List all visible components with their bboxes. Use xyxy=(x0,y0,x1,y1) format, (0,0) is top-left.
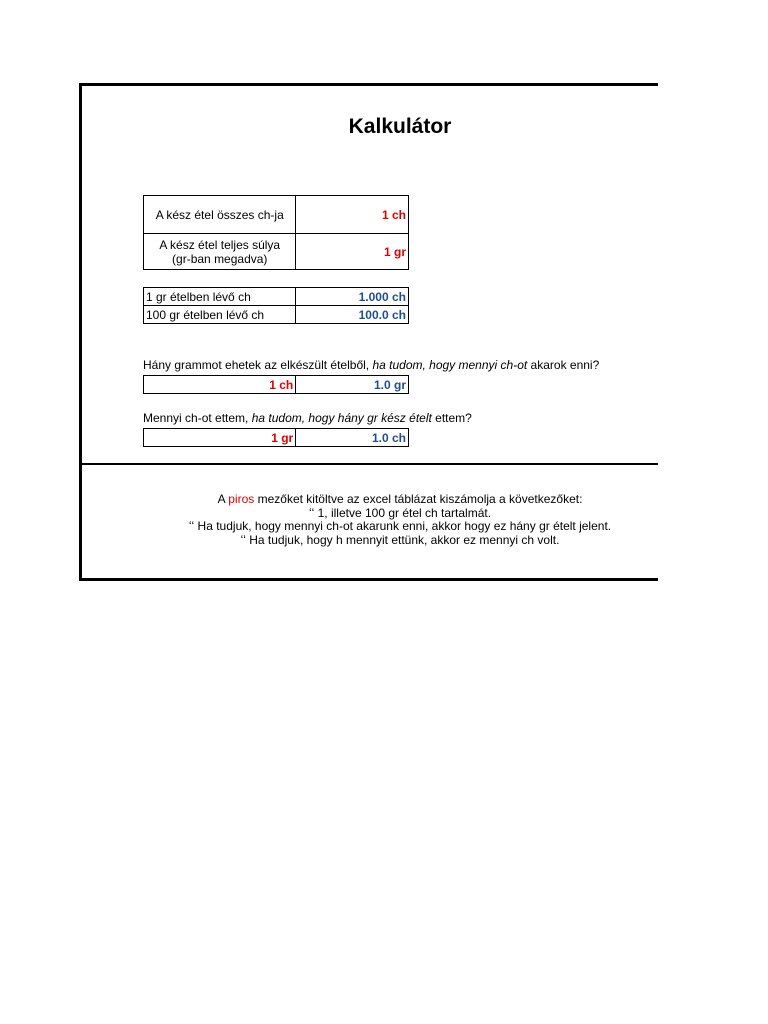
question2-result: 1.0 ch xyxy=(296,429,409,447)
total-weight-label-line2: (gr-ban megadva) xyxy=(172,251,268,266)
question2-input[interactable]: 1 gr xyxy=(144,429,296,447)
instructions-notes xyxy=(100,493,700,547)
question1-text-italic: ha tudom, hogy mennyi ch-ot xyxy=(372,358,528,372)
per-gram-table xyxy=(143,287,409,324)
notes-line2: ʻʻ 1, illetve 100 gr étel ch tartalmát. xyxy=(308,505,492,520)
question2-text xyxy=(143,411,472,425)
question1-table xyxy=(143,375,409,394)
page-title: Kalkulátor xyxy=(348,115,452,138)
question2-text-b: ettem? xyxy=(431,411,472,425)
notes-line1-a: A xyxy=(217,492,229,506)
notes-line1-b: mezőket kitöltve az excel táblázat kiszámolja a következőket: xyxy=(254,492,583,506)
total-ch-label: A kész étel összes ch-ja xyxy=(144,196,296,234)
question2-text-italic: ha tudom, hogy hány gr kész ételt xyxy=(251,411,432,425)
per-100gr-label: 100 gr ételben lévő ch xyxy=(144,306,296,324)
question1-result: 1.0 gr xyxy=(296,376,409,394)
table-row xyxy=(144,429,409,447)
question1-text-a: Hány grammot ehetek az elkészült ételből, xyxy=(143,358,373,372)
total-weight-label xyxy=(144,234,296,270)
notes-line4: ʻʻ Ha tudjuk, hogy h mennyit ettünk, akkor ez mennyi ch volt. xyxy=(240,532,560,547)
total-ch-input[interactable]: 1 ch xyxy=(296,196,409,234)
total-weight-label-line1: A kész étel teljes súlya xyxy=(159,237,281,252)
question1-text xyxy=(143,358,599,372)
notes-line1-red: piros xyxy=(228,492,255,506)
frame-bottom-border xyxy=(79,578,658,581)
question1-input[interactable]: 1 ch xyxy=(144,376,296,394)
per-1gr-label: 1 gr ételben lévő ch xyxy=(144,288,296,306)
question2-table xyxy=(143,428,409,447)
total-weight-input[interactable]: 1 gr xyxy=(296,234,409,270)
question1-text-b: akarok enni? xyxy=(527,358,600,372)
table-row xyxy=(144,376,409,394)
per-100gr-value: 100.0 ch xyxy=(296,306,409,324)
frame-left-border xyxy=(79,83,82,581)
table-row xyxy=(144,234,409,270)
notes-line1 xyxy=(100,493,700,507)
frame-divider xyxy=(79,463,658,465)
frame-top-border xyxy=(79,83,658,86)
notes-line3: ʻʻ Ha tudjuk, hogy mennyi ch-ot akarunk enni, akkor hogy ez hány gr ételt jelent. xyxy=(188,519,612,533)
table-row xyxy=(144,306,409,324)
per-1gr-value: 1.000 ch xyxy=(296,288,409,306)
table-row xyxy=(144,288,409,306)
table-row xyxy=(144,196,409,234)
summary-table xyxy=(143,195,409,270)
question2-text-a: Mennyi ch-ot ettem, xyxy=(143,411,252,425)
